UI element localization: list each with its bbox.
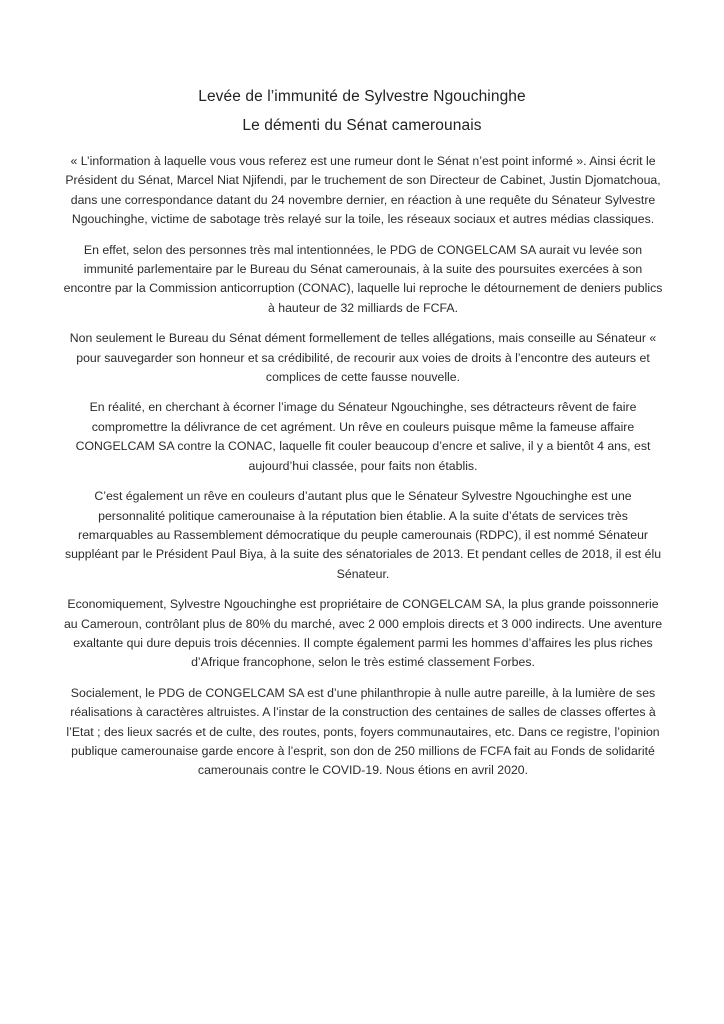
paragraph-political-career: C’est également un rêve en couleurs d’autant plus que le Sénateur Sylvestre Ngouchinghe est une personnalité politique camerounaise à la réputation bien établie. A la suite d’états de services très remarquables au Rassemblement démocratique du peuple camerounais (RDPC), il est nommé Sénateur suppléant par le Président Paul Biya, à la suite des sénatoriales de 2013. Et pendant celles de 2018, il est élu Sénateur. [64, 489, 662, 581]
paragraph-social: Socialement, le PDG de CONGELCAM SA est d’une philanthropie à nulle autre pareille, à la lumière de ses réalisations à caractères altruistes. A l’instar de la construction des centaines de salles de classes offertes à l’Etat ; des lieux sacrés et de culte, des routes, ponts, foyers communautaires, etc. Dans ce registre, l’opinion publique camerounaise garde encore à l’esprit, son don de 250 millions de FCFA fait au Fonds de solidarité camerounais contre le COVID-19. Nous étions en avril 2020. [66, 685, 660, 778]
paragraph-economic: Economiquement, Sylvestre Ngouchinghe est propriétaire de CONGELCAM SA, la plus grande poissonnerie au Cameroun, contrôlant plus de 80% du marché, avec 2 000 emplois directs et 3 000 indirects. Une aventure exaltante qui dure depuis trois décennies. Il compte également parmi les hommes d’affaires les plus riches d’Afrique francophone, selon le très estimé classement Forbes. [63, 597, 663, 670]
paragraph-allegations: En effet, selon des personnes très mal intentionnées, le PDG de CONGELCAM SA aurait vu levée son immunité parlementaire par le Bureau du Sénat camerounais, à la suite des poursuites exercées à son encontre par la Commission anticorruption (CONAC), laquelle lui reproche le détournement de deniers publics à hauteur de 32 milliards de FCFA. [63, 242, 663, 315]
paragraph-reality: En réalité, en cherchant à écorner l’image du Sénateur Ngouchinghe, ses détracteurs rêvent de faire compromettre la délivrance de cet agrément. Un rêve en couleurs puisque même la fameuse affaire CONGELCAM SA contre la CONAC, laquelle fit couler beaucoup d’encre et salive, il y a bientôt 4 ans, est aujourd’hui classée, pour faits non établis. [75, 400, 651, 473]
paragraph-intro-quote: « L’information à laquelle vous vous referez est une rumeur dont le Sénat n’est point informé ». Ainsi écrit le Président du Sénat, Marcel Niat Njifendi, par le truchement de son Directeur de Cabinet, Justin Djomatchoua, dans une correspondance datant du 24 novembre dernier, en réaction à une requête du Sénateur Sylvestre Ngouchinghe, victime de sabotage très relayé sur la toile, les réseaux sociaux et autres médias classiques. [65, 154, 661, 227]
article-body [62, 152, 664, 792]
document-title: Levée de l’immunité de Sylvestre Ngouchinghe [198, 88, 526, 105]
paragraph-senate-denial: Non seulement le Bureau du Sénat dément formellement de telles allégations, mais conseille au Sénateur « pour sauvegarder son honneur et sa crédibilité, de recourir aux voies de droits à l’encontre des auteurs et complices de cette fausse nouvelle. [69, 331, 657, 385]
document-subtitle: Le démenti du Sénat camerounais [242, 117, 482, 134]
